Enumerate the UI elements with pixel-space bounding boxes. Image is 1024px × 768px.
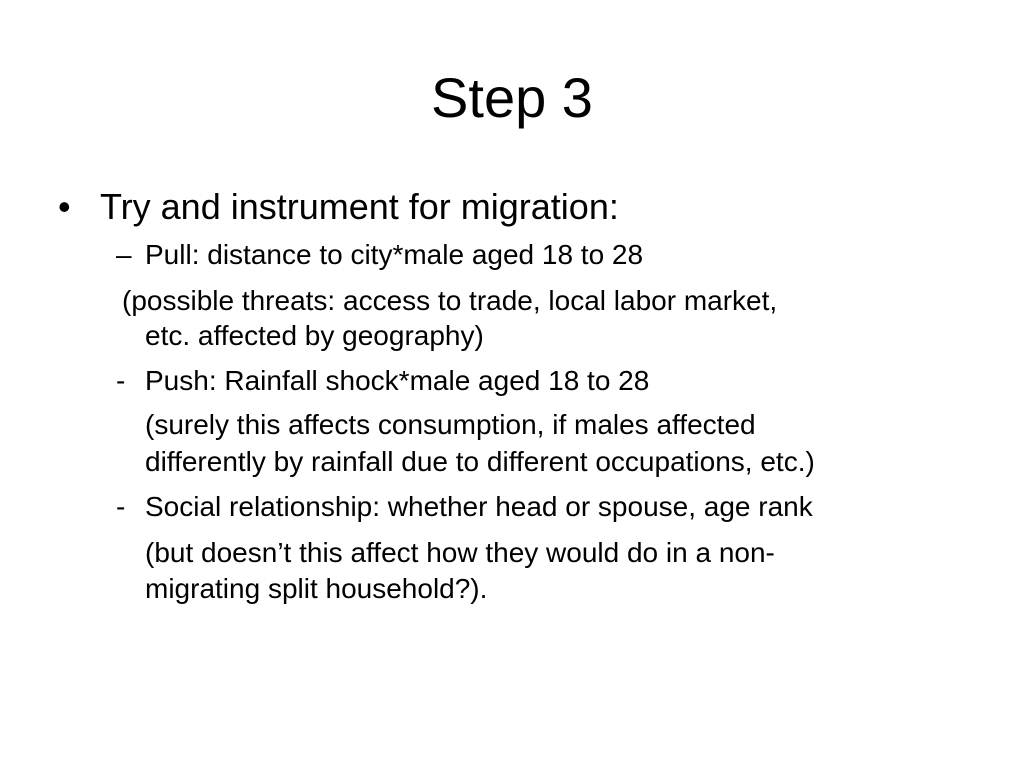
dash-icon: - bbox=[116, 365, 126, 396]
bullet-text: Try and instrument for migration: bbox=[100, 186, 619, 227]
bullet-icon: • bbox=[58, 186, 71, 227]
note-text: (surely this affects consumption, if males affected bbox=[145, 409, 756, 440]
dash-icon: – bbox=[116, 239, 132, 270]
note-text: (possible threats: access to trade, local labor market, bbox=[122, 285, 778, 316]
note-text: differently by rainfall due to different occupations, etc.) bbox=[145, 446, 815, 477]
note-text: etc. affected by geography) bbox=[145, 320, 484, 351]
sub-bullet-text: Push: Rainfall shock*male aged 18 to 28 bbox=[145, 365, 650, 396]
dash-icon: - bbox=[116, 491, 126, 522]
slide-title: Step 3 bbox=[431, 66, 593, 129]
note-text: (but doesn’t this affect how they would do in a non- bbox=[145, 537, 775, 568]
sub-bullet-text: Social relationship: whether head or spouse, age rank bbox=[145, 491, 813, 522]
sub-bullet-text: Pull: distance to city*male aged 18 to 28 bbox=[145, 239, 644, 270]
note-text: migrating split household?). bbox=[145, 573, 488, 604]
